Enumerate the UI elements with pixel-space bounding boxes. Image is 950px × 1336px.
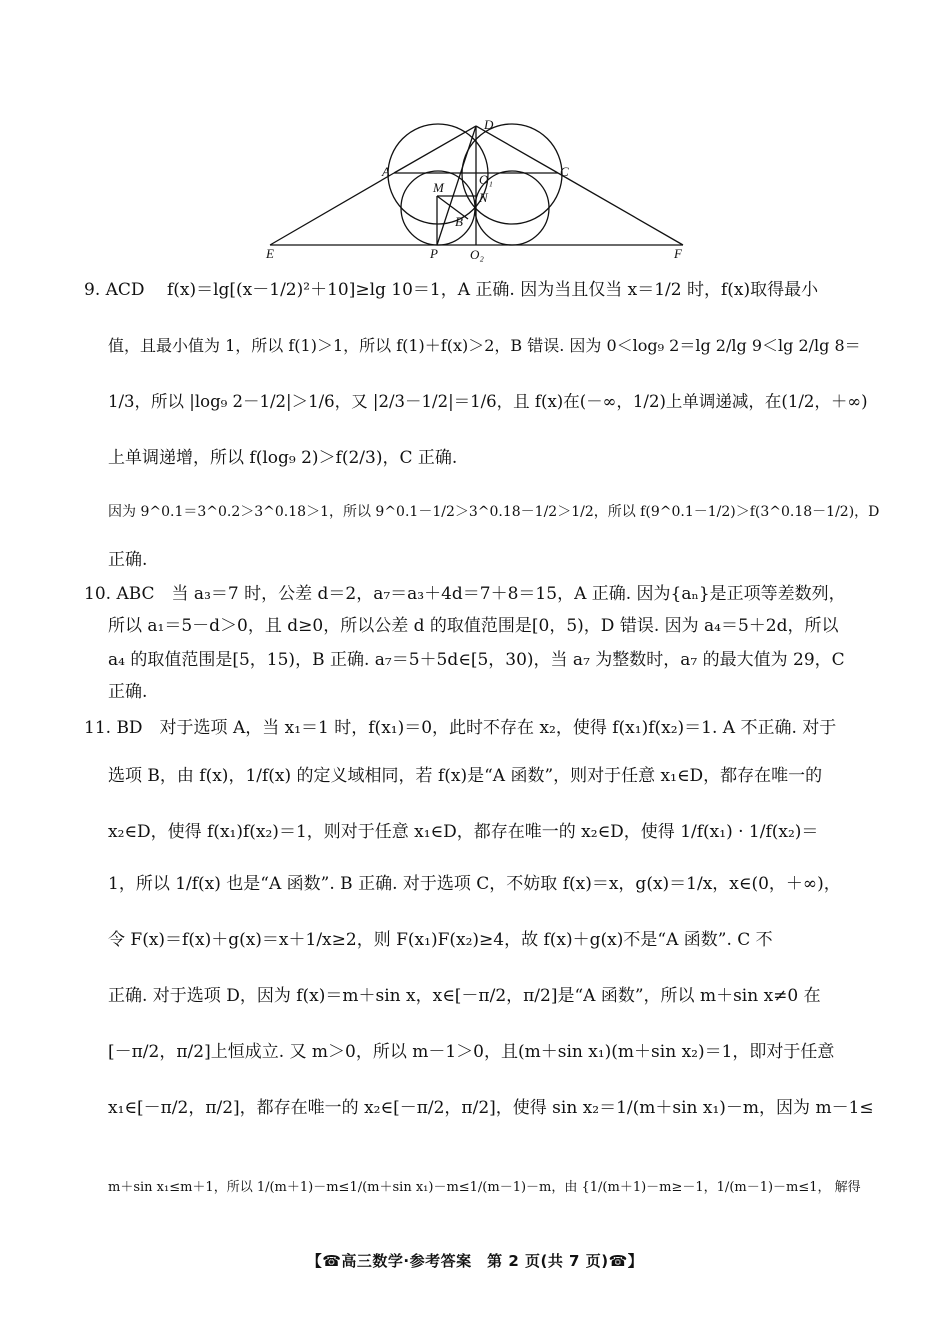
q11-line-6: 正确. 对于选项 D，因为 f(x)＝m＋sin x，x∈[－π/2，π/2]是“A 函数”，所以 m＋sin x≠0 在: [108, 986, 821, 1006]
q9-line-3: 1/3，所以 |log₉ 2－1/2|＞1/6，又 |2/3－1/2|＝1/6，且 f(x)在(－∞，1/2)上单调递减，在(1/2，＋∞): [108, 392, 868, 411]
label-B: B: [455, 214, 463, 229]
label-O1: O₁: [479, 172, 493, 187]
q11-line-8: x₁∈[－π/2，π/2]，都存在唯一的 x₂∈[－π/2，π/2]，使得 sin x₂＝1/(m＋sin x₁)－m，因为 m－1≤: [108, 1098, 874, 1118]
q11-line-3: x₂∈D，使得 f(x₁)f(x₂)＝1，则对于任意 x₁∈D，都存在唯一的 x₂∈D，使得 1/f(x₁) · 1/f(x₂)＝: [108, 822, 819, 842]
line-AD: [394, 126, 476, 173]
circle-right-top: [462, 124, 562, 224]
q9-line-1: 9. ACD f(x)＝lg[(x－1/2)²＋10]≥lg 10＝1，A 正确. 因为当且仅当 x＝1/2 时，f(x)取得最小: [84, 280, 819, 300]
q9-line-6: 正确.: [108, 550, 148, 570]
line-EA: [270, 173, 394, 245]
q11-line-7: [－π/2，π/2]上恒成立. 又 m＞0，所以 m－1＞0，且(m＋sin x₁)(m＋sin x₂)＝1，即对于任意: [108, 1042, 835, 1062]
q11-line-1: 11. BD 对于选项 A，当 x₁＝1 时，f(x₁)＝0，此时不存在 x₂，使得 f(x₁)f(x₂)＝1. A 不正确. 对于: [84, 718, 837, 738]
q10-line-1: 10. ABC 当 a₃＝7 时，公差 d＝2，a₇＝a₃＋4d＝7＋8＝15，A 正确. 因为{aₙ}是正项等差数列，: [84, 584, 846, 604]
page-footer: 【☎高三数学·参考答案 第 2 页(共 7 页)☎】: [306, 1252, 644, 1270]
q9-line-5: 因为 9^0.1＝3^0.2＞3^0.18＞1，所以 9^0.1－1/2＞3^0.18－1/2＞1/2，所以 f(9^0.1－1/2)＞f(3^0.18－1/2)，D: [108, 504, 880, 520]
q11-line-9: m＋sin x₁≤m＋1，所以 1/(m＋1)－m≤1/(m＋sin x₁)－m≤1/(m－1)－m，由 {1/(m＋1)－m≥－1，1/(m－1)－m≤1， 解得: [108, 1180, 861, 1195]
label-N: N: [479, 190, 488, 205]
label-D: D: [484, 117, 494, 132]
geometry-figure: [250, 98, 710, 266]
label-F: F: [674, 246, 682, 261]
q10-line-2: 所以 a₁＝5－d＞0，且 d≥0，所以公差 d 的取值范围是[0，5)，D 错误. 因为 a₄＝5＋2d，所以: [108, 616, 839, 636]
q11-line-4: 1，所以 1/f(x) 也是“A 函数”. B 正确. 对于选项 C，不妨取 f(x)＝x，g(x)＝1/x，x∈(0，＋∞)，: [108, 874, 841, 894]
label-E: E: [266, 246, 274, 261]
line-FC: [558, 173, 683, 245]
q11-line-2: 选项 B，由 f(x)，1/f(x) 的定义域相同，若 f(x)是“A 函数”，则对于任意 x₁∈D，都存在唯一的: [108, 766, 823, 786]
label-M: M: [433, 180, 444, 195]
q11-line-5: 令 F(x)＝f(x)＋g(x)＝x＋1/x≥2，则 F(x₁)F(x₂)≥4，故 f(x)＋g(x)不是“A 函数”. C 不: [108, 930, 773, 950]
q9-line-2: 值，且最小值为 1，所以 f(1)＞1，所以 f(1)＋f(x)＞2，B 错误. 因为 0＜log₉ 2＝lg 2/lg 9＜lg 2/lg 8＝: [108, 336, 861, 355]
label-P: P: [430, 246, 438, 261]
line-DC: [476, 126, 558, 173]
label-C: C: [560, 164, 569, 179]
label-A: A: [382, 164, 390, 179]
label-O2: O₂: [470, 247, 484, 262]
geometry-diagram: [250, 98, 710, 266]
q10-line-3: a₄ 的取值范围是[5，15)，B 正确. a₇＝5＋5d∈[5，30)，当 a₇ 为整数时，a₇ 的最大值为 29，C: [108, 650, 845, 670]
q9-line-4: 上单调递增，所以 f(log₉ 2)＞f(2/3)，C 正确.: [108, 448, 458, 468]
q10-line-4: 正确.: [108, 682, 148, 702]
circle-left-top: [388, 124, 488, 224]
